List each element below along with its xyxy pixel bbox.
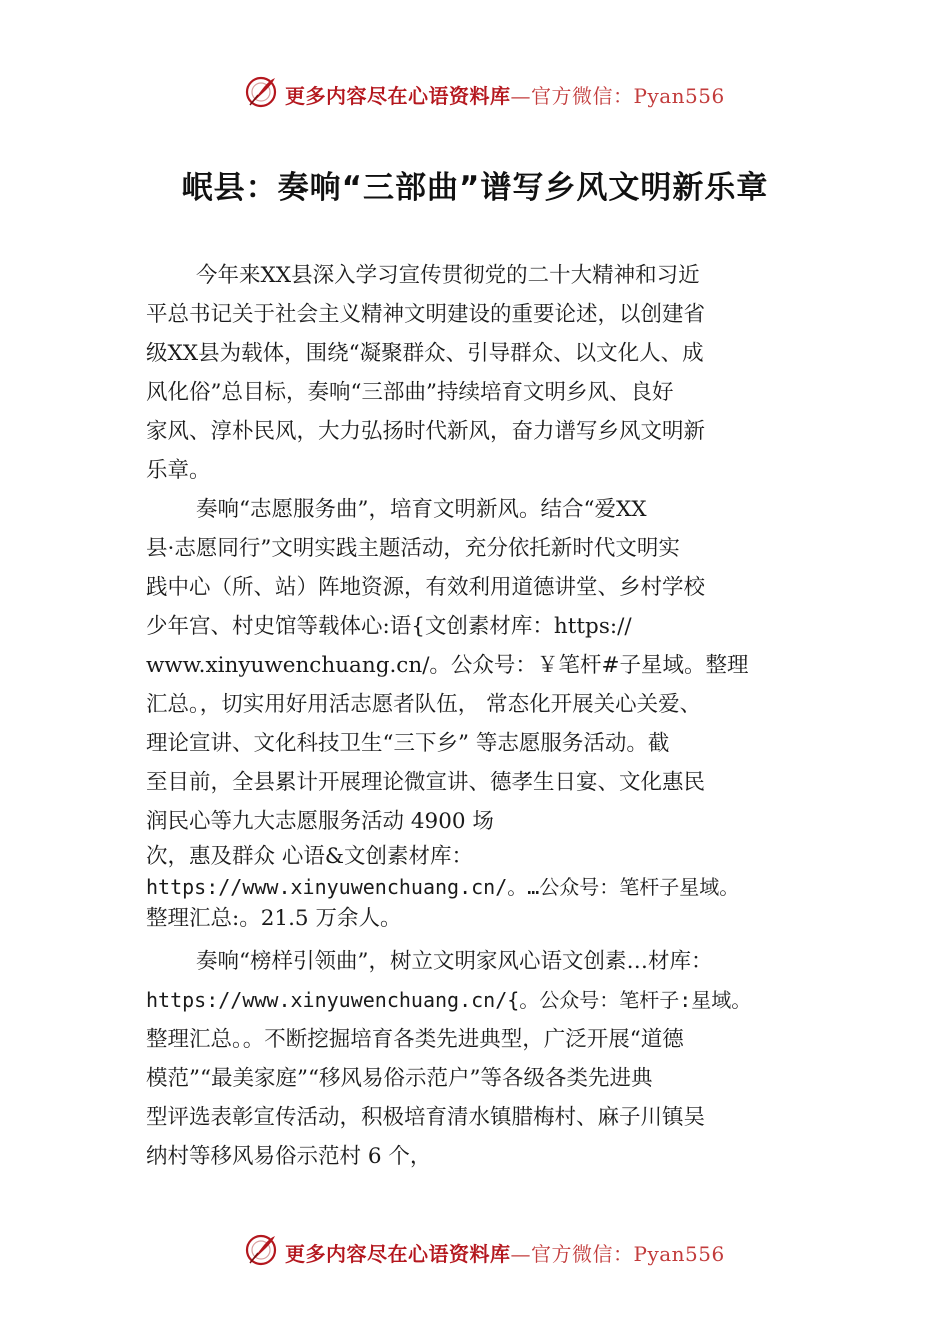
text-line: 次，惠及群众 心语&文创素材库： — [146, 844, 473, 869]
text-line: 级XX县为载体，围绕“凝聚群众、引导群众、以文化人、成 — [146, 341, 704, 366]
text-line: 奏响“榜样引领曲”，树立文明家风心语文创素…材库： — [196, 949, 713, 974]
paragraph-volunteer — [146, 490, 846, 934]
document-body — [146, 256, 846, 1176]
text-line: 整理汇总:。21.5 万余人。 — [146, 906, 402, 931]
quill-pen-logo-icon — [244, 75, 278, 109]
quill-pen-logo-icon — [244, 1233, 278, 1267]
text-line: 至目前，全县累计开展理论微宣讲、德孝生日宴、文化惠民 — [146, 770, 706, 795]
text-line: 型评选表彰宣传活动，积极培育清水镇腊梅村、麻子川镇吴 — [146, 1105, 706, 1130]
text-line: 理论宣讲、文化科技卫生“三下乡” 等志愿服务活动。截 — [146, 731, 670, 756]
paragraph-intro — [146, 256, 846, 490]
text-line: 县·志愿同行”文明实践主题活动，充分依托新时代文明实 — [146, 536, 680, 561]
text-line: 乐章。 — [146, 458, 211, 483]
paragraph-role-model — [146, 942, 846, 1176]
text-line: 模范”“最美家庭”“移风易俗示范户”等各级各类先进典 — [146, 1066, 653, 1091]
text-line: 纳村等移风易俗示范村 6 个， — [146, 1144, 432, 1169]
banner-text — [285, 80, 725, 109]
banner-contact: —官方微信：Pyan556 — [510, 84, 725, 108]
text-line: 今年来XX县深入学习宣传贯彻党的二十大精神和习近 — [196, 263, 700, 288]
footer-banner — [0, 1230, 950, 1270]
text-line: 奏响“志愿服务曲”，培育文明新风。结合“爱XX — [196, 497, 647, 522]
banner-brand: 更多内容尽在心语资料库 — [285, 84, 511, 108]
banner-contact: —官方微信：Pyan556 — [510, 1242, 725, 1266]
text-line: 践中心（所、站）阵地资源，有效利用道德讲堂、乡村学校 — [146, 575, 706, 600]
text-line: https://www.xinyuwenchuang.cn/。…公众号：笔杆子星域。 — [146, 875, 740, 899]
text-line: 平总书记关于社会主义精神文明建设的重要论述，以创建省 — [146, 302, 706, 327]
text-line: https://www.xinyuwenchuang.cn/{。公众号：笔杆子:星域。 — [146, 988, 752, 1012]
text-line: 润民心等九大志愿服务活动 4900 场 — [146, 809, 494, 834]
text-line: www.xinyuwenchuang.cn/。公众号：￥笔杆#子星域。整理 — [146, 653, 749, 678]
text-line: 汇总。，切实用好用活志愿者队伍， 常态化开展关心关爱、 — [146, 692, 702, 717]
text-line: 整理汇总。。不断挖掘培育各类先进典型，广泛开展“道德 — [146, 1027, 684, 1052]
text-line: 风化俗”总目标，奏响“三部曲”持续培育文明乡风、良好 — [146, 380, 674, 405]
banner-text — [285, 1238, 725, 1267]
header-banner — [0, 72, 950, 112]
banner-brand: 更多内容尽在心语资料库 — [285, 1242, 511, 1266]
text-line: 家风、淳朴民风，大力弘扬时代新风，奋力谱写乡风文明新 — [146, 419, 706, 444]
document-title: 岷县：奏响“三部曲”谱写乡风文明新乐章 — [181, 170, 769, 206]
text-line: 少年宫、村史馆等载体心:语{文创素材库：https:// — [146, 614, 632, 639]
